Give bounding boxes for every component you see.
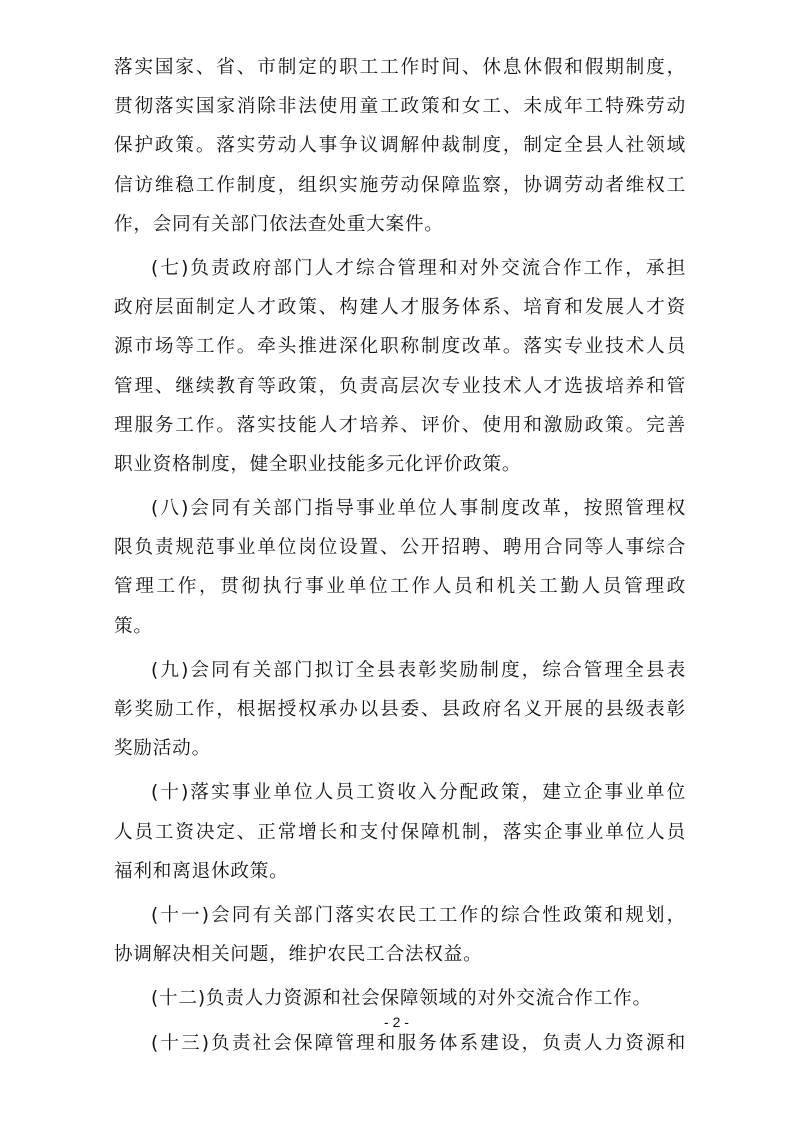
text-line: 作，会同有关部门依法查处重大案件。	[114, 213, 444, 235]
paragraph-continued	[114, 48, 686, 244]
page-number: - 2 -	[384, 1014, 409, 1030]
text-line: 信访维稳工作制度，组织实施劳动保障监察，协调劳动者维权工	[114, 174, 686, 196]
text-line: 彰奖励工作，根据授权承办以县委、县政府名义开展的县级表彰	[114, 699, 686, 720]
text-line: 源市场等工作。牵头推进深化职称制度改革。落实专业技术人员	[114, 336, 686, 358]
text-line: 理服务工作。落实技能人才培养、评价、使用和激励政策。完善	[114, 414, 686, 436]
paragraph-item-10	[114, 773, 686, 891]
text-line: 协调解决相关问题，维护农民工合法权益。	[114, 944, 483, 966]
text-line: 限负责规范事业单位岗位设置、公开招聘、聘用合同等人事综合	[114, 537, 686, 559]
paragraph-item-9	[114, 651, 686, 769]
text-line: 职业资格制度，健全职业技能多元化评价政策。	[114, 453, 522, 475]
text-line: 奖励活动。	[114, 738, 211, 760]
text-line: 落实国家、省、市制定的职工工作时间、休息休假和假期制度，	[114, 57, 686, 78]
text-line: (十二)负责人力资源和社会保障领域的对外交流合作工作。	[151, 988, 652, 1010]
text-line: 策。	[114, 615, 153, 637]
body-text	[114, 48, 686, 1063]
text-line: 政府层面制定人才政策、构建人才服务体系、培育和发展人才资	[114, 297, 686, 319]
text-line: 福利和离退休政策。	[114, 860, 289, 882]
text-line: 管理工作，贯彻执行事业单位工作人员和机关工勤人员管理政	[114, 576, 686, 598]
text-line: 人员工资决定、正常增长和支付保障机制，落实企事业单位人员	[114, 821, 686, 843]
paragraph-item-7	[114, 249, 686, 484]
text-line: 管理、继续教育等政策，负责高层次专业技术人才选拔培养和管	[114, 375, 686, 397]
text-line: (十)落实事业单位人员工资收入分配政策，建立企事业单位	[151, 782, 686, 804]
text-line: (十一)会同有关部门落实农民工工作的综合性政策和规划，	[151, 904, 686, 926]
text-line: (九)会同有关部门拟订全县表彰奖励制度，综合管理全县表	[151, 659, 686, 681]
text-line: (十三)负责社会保障管理和服务体系建设，负责人力资源和	[151, 1032, 686, 1054]
text-line: 保护政策。落实劳动人事争议调解仲裁制度，制定全县人社领域	[114, 135, 686, 157]
text-line: (七)负责政府部门人才综合管理和对外交流合作工作，承担	[151, 257, 686, 279]
text-line: (八)会同有关部门指导事业单位人事制度改革，按照管理权	[151, 498, 686, 520]
paragraph-item-8	[114, 489, 686, 646]
text-line: 贯彻落实国家消除非法使用童工政策和女工、未成年工特殊劳动	[114, 96, 686, 118]
paragraph-item-11	[114, 896, 686, 974]
